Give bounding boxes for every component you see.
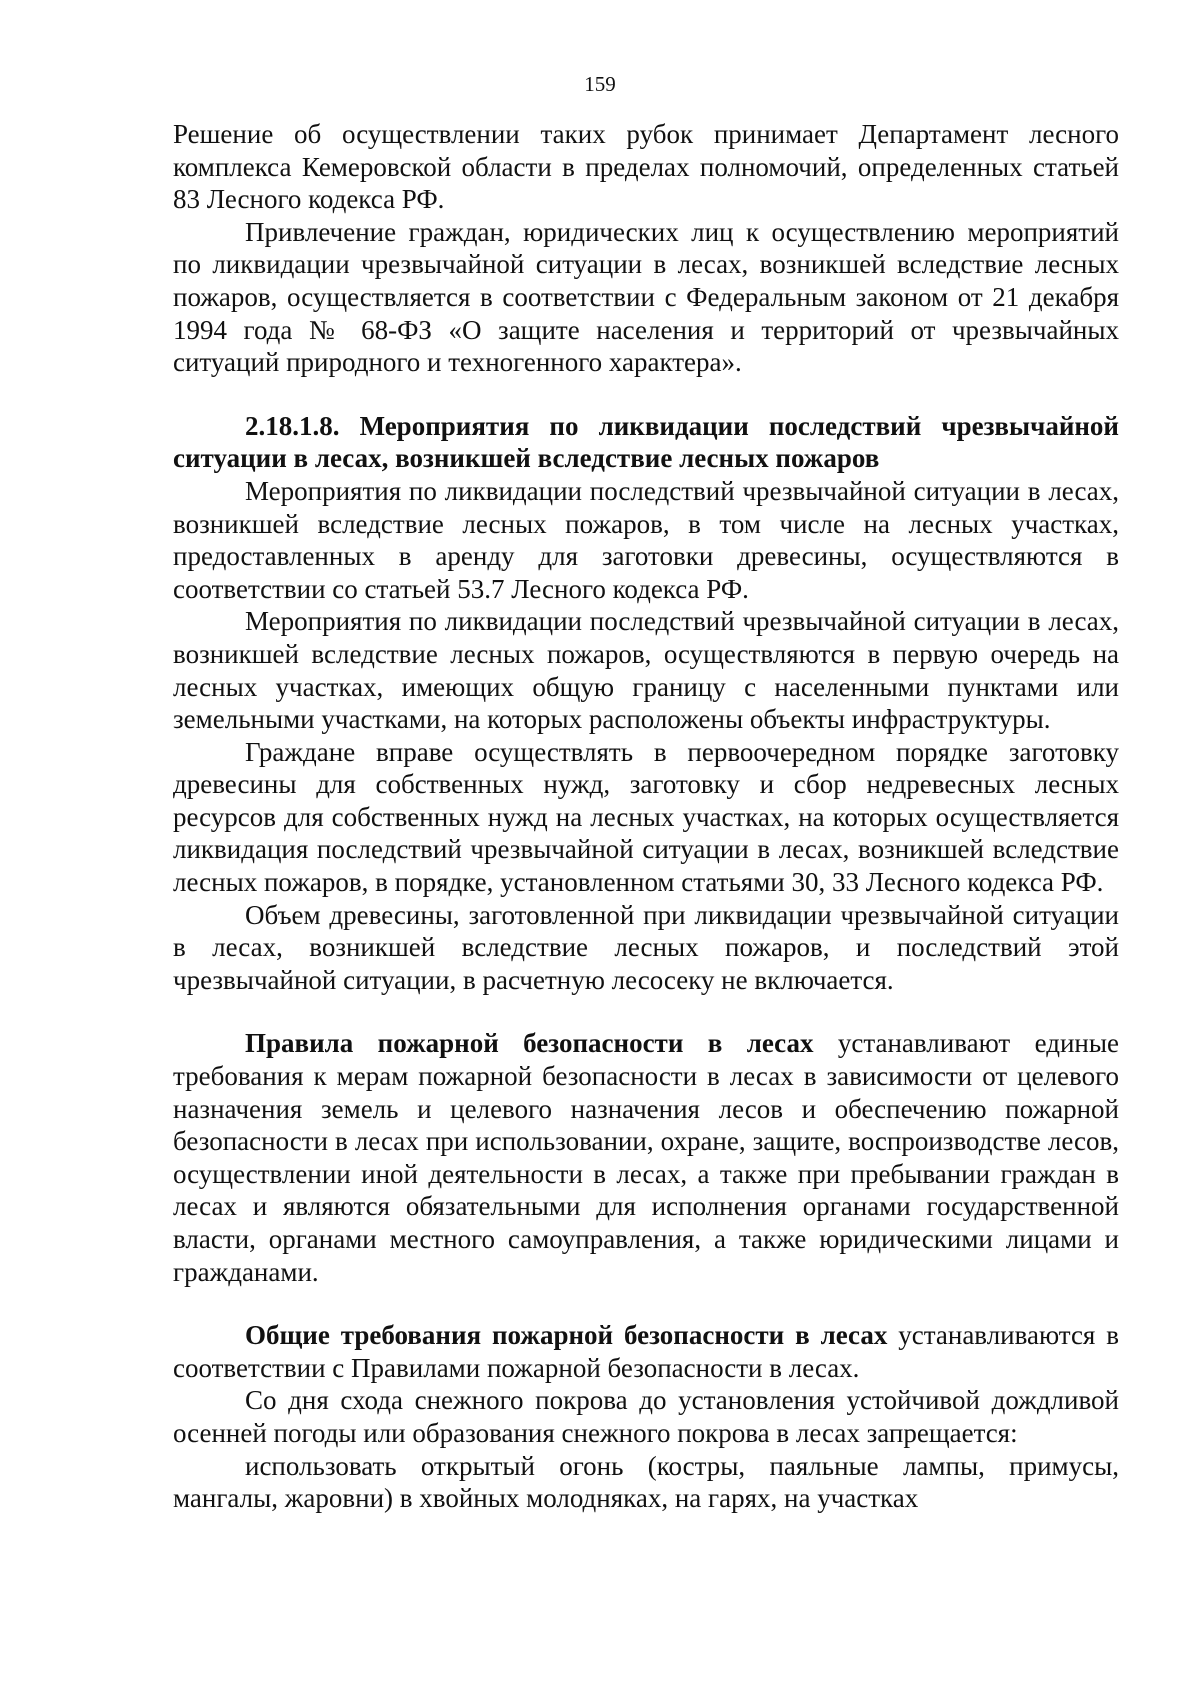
page-number: 159 (584, 72, 616, 96)
paragraph-open-fire-prohibition: использовать открытый огонь (костры, паяльные лампы, примусы, мангалы, жаровни) в хвойных молодняках, на гарях, на участках (173, 1450, 1119, 1514)
paragraph-felling-decision: Решение об осуществлении таких рубок принимает Департамент лесного комплекса Кемеровской области в пределах полномочий, определенных статьей 83 Лесного кодекса РФ. (173, 119, 1119, 215)
paragraph-priority-areas: Мероприятия по ликвидации последствий чрезвычайной ситуации в лесах, возникшей вследствие лесных пожаров, осуществляются в первую очередь на лесных участках, имеющих общую границу с населенными пунктами или земельными участками, на которых расположены объекты инфраструктуры. (173, 606, 1119, 735)
spacer (173, 379, 1119, 410)
paragraph-general-requirements (173, 1319, 1119, 1384)
fire-rules-text: устанавливают единые требования к мерам пожарной безопасности в лесах в зависимости от целевого назначения земель и целевого назначения лесов и обеспечению пожарной безопасности в лесах при использовании, охране, защите, воспроизводстве лесов, осуществлении иной деятельности в лесах, а также при пребывании граждан в лесах и являются обязательными для исполнения органами государственной власти, органами местного самоуправления, а также юридическими лицами и гражданами. (173, 1028, 1119, 1287)
paragraph-citizen-rights: Граждане вправе осуществлять в первоочередном порядке заготовку древесины для собственных нужд, заготовку и сбор недревесных лесных ресурсов для собственных нужд на лесных участках, на которых осуществляется ликвидация последствий чрезвычайной ситуации в лесах, возникшей вследствие лесных пожаров, в порядке, установленном статьями 30, 33 Лесного кодекса РФ. (173, 736, 1119, 898)
paragraph-wood-volume: Объем древесины, заготовленной при ликвидации чрезвычайной ситуации в лесах, возникшей вследствие лесных пожаров, и последствий этой чрезвычайной ситуации, в расчетную лесосеку не включается. (173, 899, 1119, 995)
general-requirements-term: Общие требования пожарной безопасности в лесах (245, 1320, 888, 1351)
paragraph-prohibition-period: Со дня схода снежного покрова до установления устойчивой дождливой осенней погоды или образования снежного покрова в лесах запрещается: (173, 1385, 1119, 1448)
paragraph-citizen-involvement: Привлечение граждан, юридических лиц к осуществлению мероприятий по ликвидации чрезвычайной ситуации в лесах, возникшей вследствие лесных пожаров, осуществляется в соответствии с Федеральным законом от 21 декабря 1994 года № 68-ФЗ «О защите населения и территорий от чрезвычайных ситуаций природного и техногенного характера». (173, 216, 1119, 378)
spacer (173, 996, 1119, 1027)
paragraph-fire-rules (173, 1027, 1119, 1288)
fire-rules-term: Правила пожарной безопасности в лесах (245, 1028, 814, 1059)
spacer (173, 1288, 1119, 1319)
section-heading: 2.18.1.8. Мероприятия по ликвидации последствий чрезвычайной ситуации в лесах, возникшей вследствие лесных пожаров (173, 410, 1119, 474)
general-requirements-text: устанавливаются в соответствии с Правилами пожарной безопасности в лесах. (173, 1320, 1119, 1383)
paragraph-liquidation-measures: Мероприятия по ликвидации последствий чрезвычайной ситуации в лесах, возникшей вследствие лесных пожаров, в том числе на лесных участках, предоставленных в аренду для заготовки древесины, осуществляются в соответствии со статьей 53.7 Лесного кодекса РФ. (173, 475, 1119, 604)
document-body (173, 118, 1119, 1515)
